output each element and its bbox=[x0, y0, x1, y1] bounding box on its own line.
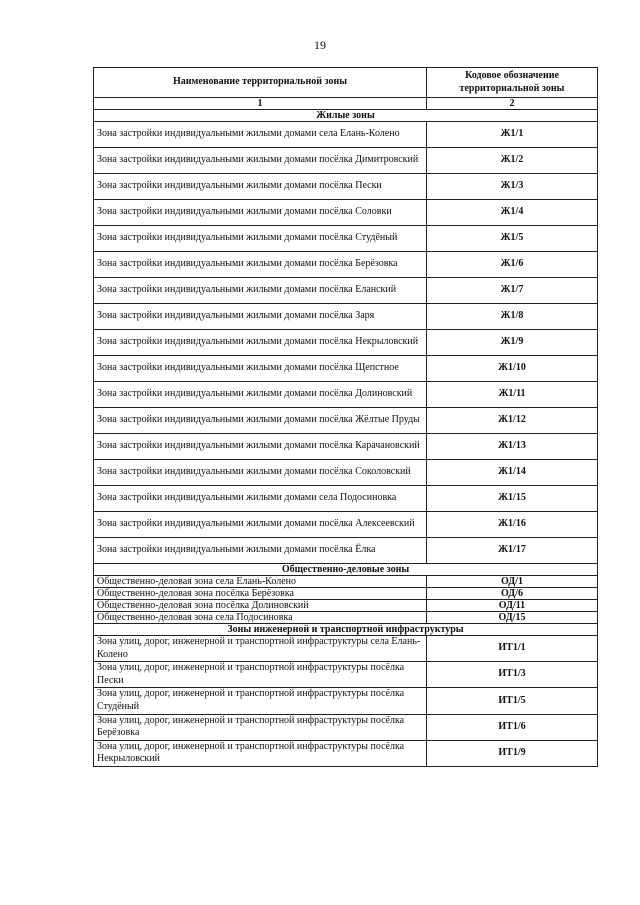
table-row bbox=[94, 714, 598, 740]
zone-code-cell: ИТ1/1 bbox=[427, 636, 598, 662]
zone-code-cell: Ж1/4 bbox=[427, 200, 598, 226]
zone-code-cell: Ж1/9 bbox=[427, 330, 598, 356]
zone-code-cell: Ж1/14 bbox=[427, 460, 598, 486]
zone-name-cell: Зона застройки индивидуальными жилыми домами посёлка Долиновский bbox=[94, 382, 427, 408]
zone-code-cell: Ж1/10 bbox=[427, 356, 598, 382]
zone-name-cell: Зона застройки индивидуальными жилыми домами села Елань-Колено bbox=[94, 122, 427, 148]
zone-code-cell: Ж1/15 bbox=[427, 486, 598, 512]
zone-code-cell: Ж1/6 bbox=[427, 252, 598, 278]
zone-name-cell: Зона застройки индивидуальными жилыми домами посёлка Заря bbox=[94, 304, 427, 330]
zone-code-cell: Ж1/1 bbox=[427, 122, 598, 148]
zone-name-cell: Зона застройки индивидуальными жилыми домами посёлка Соловки bbox=[94, 200, 427, 226]
table-row bbox=[94, 512, 598, 538]
zone-name-cell: Зона застройки индивидуальными жилыми домами посёлка Некрыловский bbox=[94, 330, 427, 356]
table-row bbox=[94, 330, 598, 356]
zone-code-cell: Ж1/7 bbox=[427, 278, 598, 304]
zone-name-cell: Зона застройки индивидуальными жилыми домами посёлка Еланский bbox=[94, 278, 427, 304]
header-zone-code: Кодовое обозначение территориальной зоны bbox=[427, 68, 598, 98]
table-row bbox=[94, 382, 598, 408]
zone-code-cell: ИТ1/9 bbox=[427, 740, 598, 766]
zone-code-cell: ОД/6 bbox=[427, 588, 598, 600]
section-header-row bbox=[94, 564, 598, 576]
zone-name-cell: Зона застройки индивидуальными жилыми домами посёлка Ёлка bbox=[94, 538, 427, 564]
table-row bbox=[94, 122, 598, 148]
zone-name-cell: Зона застройки индивидуальными жилыми домами посёлка Соколовский bbox=[94, 460, 427, 486]
zone-name-cell: Общественно-деловая зона села Подосиновка bbox=[94, 612, 427, 624]
zone-code-cell: Ж1/11 bbox=[427, 382, 598, 408]
table-row bbox=[94, 662, 598, 688]
page-number: 19 bbox=[314, 38, 326, 52]
zone-code-cell: Ж1/16 bbox=[427, 512, 598, 538]
zone-name-cell: Зона улиц, дорог, инженерной и транспортной инфраструктуры посёлка Пески bbox=[94, 662, 427, 688]
section-header-row bbox=[94, 110, 598, 122]
table-row bbox=[94, 200, 598, 226]
table-row bbox=[94, 174, 598, 200]
table-row bbox=[94, 356, 598, 382]
table-row bbox=[94, 636, 598, 662]
section-header-row bbox=[94, 624, 598, 636]
table-row bbox=[94, 740, 598, 766]
zone-name-cell: Общественно-деловая зона села Елань-Колено bbox=[94, 576, 427, 588]
zone-code-cell: Ж1/17 bbox=[427, 538, 598, 564]
zone-code-cell: ИТ1/6 bbox=[427, 714, 598, 740]
column-number-row bbox=[94, 98, 598, 110]
zone-code-cell: Ж1/13 bbox=[427, 434, 598, 460]
zone-name-cell: Зона застройки индивидуальными жилыми домами посёлка Студёный bbox=[94, 226, 427, 252]
table-row bbox=[94, 278, 598, 304]
table-body bbox=[94, 110, 598, 767]
zone-name-cell: Зона застройки индивидуальными жилыми домами посёлка Щепстное bbox=[94, 356, 427, 382]
table-row bbox=[94, 600, 598, 612]
zone-code-cell: Ж1/2 bbox=[427, 148, 598, 174]
zone-name-cell: Зона улиц, дорог, инженерной и транспортной инфраструктуры посёлка Некрыловский bbox=[94, 740, 427, 766]
zone-code-cell: Ж1/5 bbox=[427, 226, 598, 252]
zone-name-cell: Зона застройки индивидуальными жилыми домами села Подосиновка bbox=[94, 486, 427, 512]
table-row bbox=[94, 538, 598, 564]
section-title: Жилые зоны bbox=[94, 110, 598, 122]
zone-name-cell: Зона застройки индивидуальными жилыми домами посёлка Алексеевский bbox=[94, 512, 427, 538]
table-row bbox=[94, 304, 598, 330]
zone-name-cell: Зона застройки индивидуальными жилыми домами посёлка Берёзовка bbox=[94, 252, 427, 278]
zone-name-cell: Зона застройки индивидуальными жилыми домами посёлка Пески bbox=[94, 174, 427, 200]
table-row bbox=[94, 588, 598, 600]
zone-name-cell: Зона застройки индивидуальными жилыми домами посёлка Димитровский bbox=[94, 148, 427, 174]
table-row bbox=[94, 252, 598, 278]
zone-name-cell: Зона улиц, дорог, инженерной и транспортной инфраструктуры села Елань-Колено bbox=[94, 636, 427, 662]
zone-code-cell: ОД/15 bbox=[427, 612, 598, 624]
zone-code-cell: Ж1/8 bbox=[427, 304, 598, 330]
zone-code-cell: Ж1/3 bbox=[427, 174, 598, 200]
table-row bbox=[94, 460, 598, 486]
zone-code-cell: ИТ1/3 bbox=[427, 662, 598, 688]
territorial-zones-table bbox=[93, 67, 598, 767]
zone-name-cell: Зона застройки индивидуальными жилыми домами посёлка Жёлтые Пруды bbox=[94, 408, 427, 434]
zone-code-cell: Ж1/12 bbox=[427, 408, 598, 434]
zone-code-cell: ОД/11 bbox=[427, 600, 598, 612]
table-row bbox=[94, 612, 598, 624]
zone-name-cell: Зона застройки индивидуальными жилыми домами посёлка Карачановский bbox=[94, 434, 427, 460]
zone-name-cell: Общественно-деловая зона посёлка Берёзовка bbox=[94, 588, 427, 600]
zone-name-cell: Зона улиц, дорог, инженерной и транспортной инфраструктуры посёлка Студёный bbox=[94, 688, 427, 714]
table-row bbox=[94, 148, 598, 174]
column-number-1: 1 bbox=[94, 98, 427, 110]
table-row bbox=[94, 576, 598, 588]
zone-name-cell: Зона улиц, дорог, инженерной и транспортной инфраструктуры посёлка Берёзовка bbox=[94, 714, 427, 740]
zone-code-cell: ИТ1/5 bbox=[427, 688, 598, 714]
column-number-2: 2 bbox=[427, 98, 598, 110]
table-row bbox=[94, 486, 598, 512]
header-zone-name: Наименование территориальной зоны bbox=[94, 68, 427, 98]
zone-name-cell: Общественно-деловая зона посёлка Долиновский bbox=[94, 600, 427, 612]
table-row bbox=[94, 434, 598, 460]
section-title: Зоны инженерной и транспортной инфраструктуры bbox=[94, 624, 598, 636]
table-row bbox=[94, 688, 598, 714]
section-title: Общественно-деловые зоны bbox=[94, 564, 598, 576]
zone-code-cell: ОД/1 bbox=[427, 576, 598, 588]
table-header-row bbox=[94, 68, 598, 98]
table-row bbox=[94, 226, 598, 252]
table-row bbox=[94, 408, 598, 434]
